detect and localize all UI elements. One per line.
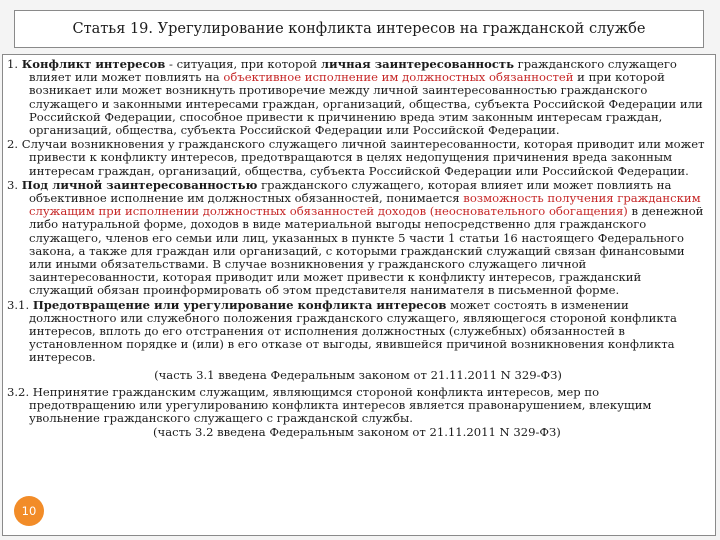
slide-title	[14, 10, 704, 48]
p1-term-2: личная заинтересованность	[320, 57, 514, 71]
paragraph-2	[7, 138, 709, 178]
p3-highlight: возможность получения гражданским служащим при исполнении должностных обязанностей доходов (неосновательного обогащения)	[29, 191, 701, 219]
p1-text-1: - ситуация, при которой	[165, 57, 321, 71]
paragraph-3	[7, 179, 709, 298]
p31-number: 3.1.	[7, 297, 33, 312]
article-body	[2, 54, 716, 536]
p31-term: Предотвращение или урегулирование конфликта интересов	[32, 297, 447, 312]
p1-term: Конфликт интересов	[21, 57, 166, 71]
p1-text-3: и при которой возникает или может возникнуть противоречие между личной заинтересованностью гражданского служащего и законными интересами граждан, организаций, общества, субъекта Российской Федерации или Российской Федерации, способное привести к причинению вреда этим законным интересам граждан, организаций, общества, субъекта Российской Федерации или Российской Федерации.	[29, 70, 703, 138]
p3-term: Под личной заинтересованностью	[21, 177, 258, 192]
title-text: Статья 19. Урегулирование конфликта интересов на гражданской службе	[72, 21, 646, 37]
p3-text-2: в денежной либо натуральной форме, доходов в виде материальной выгоды непосредственно для гражданского служащего, членов его семьи или лиц, указанных в пункте 5 части 1 статьи 16 настоящего Федерального закона, а также для граждан или организаций, с которыми гражданский служащий связан финансовыми или иными обязательствами. В случае возникновения у гражданского служащего личной заинтересованности, которая приводит или может привести к конфликту интересов, гражданский служащий обязан проинформировать об этом представителя нанимателя в письменной форме.	[29, 204, 704, 298]
p32-text: 3.2. Непринятие гражданским служащим, являющимся стороной конфликта интересов, мер по предотвращению или урегулированию конфликта интересов является правонарушением, влекущим увольнение гражданского служащего с гражданской службы.	[7, 384, 652, 426]
p1-number: 1.	[7, 57, 22, 71]
p3-text-1: гражданского служащего, которая влияет или может повлиять на объективное исполнение им должностных обязанностей, понимается	[29, 177, 672, 206]
paragraph-3-2	[7, 386, 709, 426]
p1-highlight: объективное исполнение им должностных обязанностей	[223, 70, 574, 85]
p3-number: 3.	[7, 177, 22, 192]
amendment-note-3-1: (часть 3.1 введена Федеральным законом от 21.11.2011 N 329-ФЗ)	[154, 367, 562, 382]
paragraph-1	[7, 58, 709, 137]
page-number: 10	[21, 504, 37, 518]
p31-text-1: может состоять в изменении должностного или служебного положения гражданского служащего, являющегося стороной конфликта интересов, вплоть до его отстранения от исполнения должностных (служебных) обязанностей в установленном порядке и (или) в его отказе от выгоды, явившейся причиной возникновения конфликта интересов.	[29, 297, 677, 365]
page-number-badge	[14, 496, 44, 526]
p2-text: 2. Случаи возникновения у гражданского служащего личной заинтересованности, которая приводит или может привести к конфликту интересов, предотвращаются в целях недопущения причинения вреда законным интересам граждан, организаций, общества, субъекта Российской Федерации или Российской Федерации.	[7, 137, 705, 178]
amendment-note-3-2: (часть 3.2 введена Федеральным законом от 21.11.2011 N 329-ФЗ)	[153, 425, 561, 440]
p1-text-2: гражданского служащего влияет или может повлиять на	[29, 57, 677, 85]
paragraph-3-1	[7, 299, 709, 365]
